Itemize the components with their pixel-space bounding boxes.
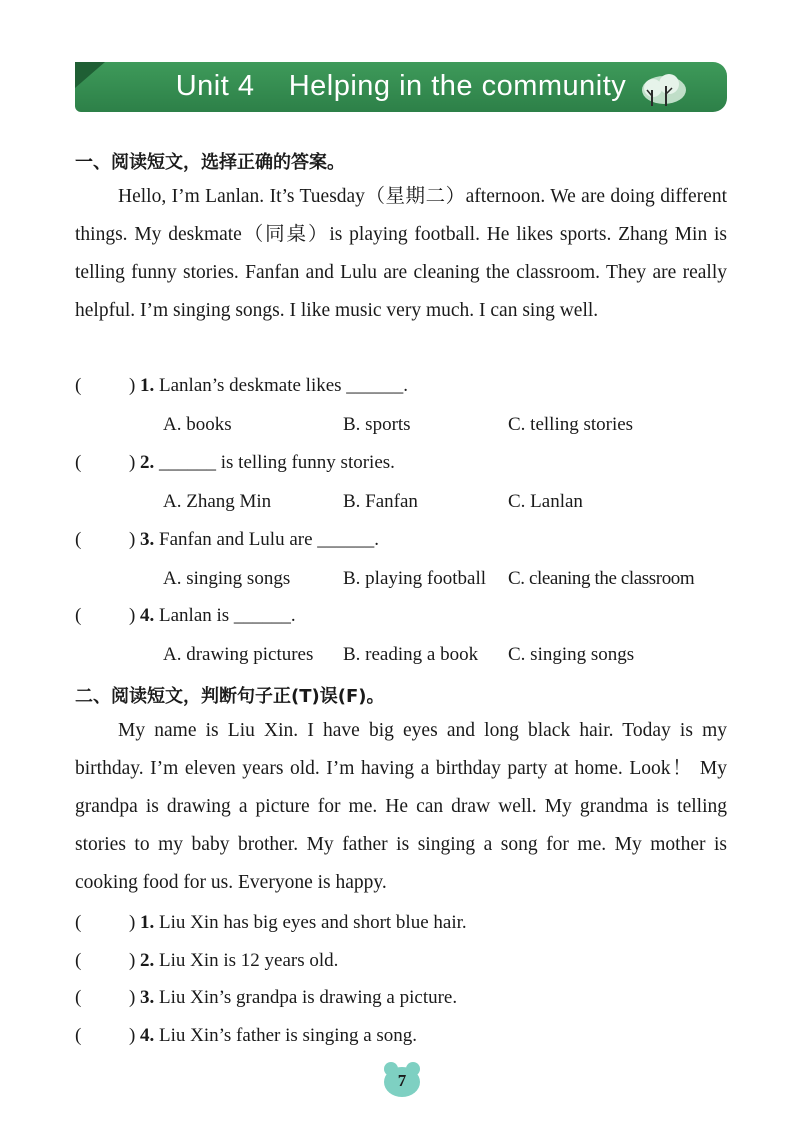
option-c: C. singing songs xyxy=(508,644,635,665)
unit-title: Unit 4 Helping in the community xyxy=(175,70,627,102)
option-a: A. drawing pictures xyxy=(163,644,314,665)
section1-passage: Hello, I’m Lanlan. It’s Tuesday（星期二）afternoon. We are doing different things. My deskmate（同桌）is playing football. He likes sports. Zhang Min is telling funny stories. Fanfan and Lulu are cleaning the classroom. They are really helpful. I’m singing songs. I like music very much. I can sing well. xyxy=(75,186,727,321)
answer-blank[interactable]: ) xyxy=(129,1025,136,1046)
answer-blank[interactable]: ) xyxy=(129,950,136,971)
option-b: B. playing football xyxy=(343,568,487,589)
tree-icon xyxy=(639,68,689,108)
page-number: 7 xyxy=(397,1071,407,1090)
option-c: C. cleaning the classroom xyxy=(508,568,695,589)
section1-heading: 一、阅读短文，选择正确的答案。 xyxy=(75,152,345,173)
option-b: B. Fanfan xyxy=(343,491,418,512)
option-b: B. reading a book xyxy=(343,644,479,665)
option-a: A. singing songs xyxy=(163,568,291,589)
answer-blank[interactable]: ) xyxy=(129,375,136,396)
option-b: B. sports xyxy=(343,414,411,435)
page-number-badge xyxy=(382,1062,422,1098)
banner-fold xyxy=(75,62,105,88)
answer-blank[interactable]: ) xyxy=(129,452,136,473)
unit-title-banner xyxy=(75,62,727,112)
option-c: C. Lanlan xyxy=(508,491,583,512)
answer-blank[interactable]: ) xyxy=(129,529,136,550)
option-a: A. books xyxy=(163,414,232,435)
answer-blank[interactable]: ) xyxy=(129,912,136,933)
answer-blank[interactable]: ) xyxy=(129,605,136,626)
option-a: A. Zhang Min xyxy=(163,491,272,512)
option-c: C. telling stories xyxy=(508,414,634,435)
section2-heading: 二、阅读短文，判断句子正(T)误(F)。 xyxy=(75,686,385,707)
section2-passage: My name is Liu Xin. I have big eyes and long black hair. Today is my birthday. I’m eleven years old. I’m having a birthday party at home. Look！ My grandpa is drawing a picture for me. He can draw well. My grandma is telling stories to my baby brother. My father is singing a song for me. My mother is cooking food for us. Everyone is happy. xyxy=(75,720,727,893)
answer-blank[interactable]: ) xyxy=(129,987,136,1008)
